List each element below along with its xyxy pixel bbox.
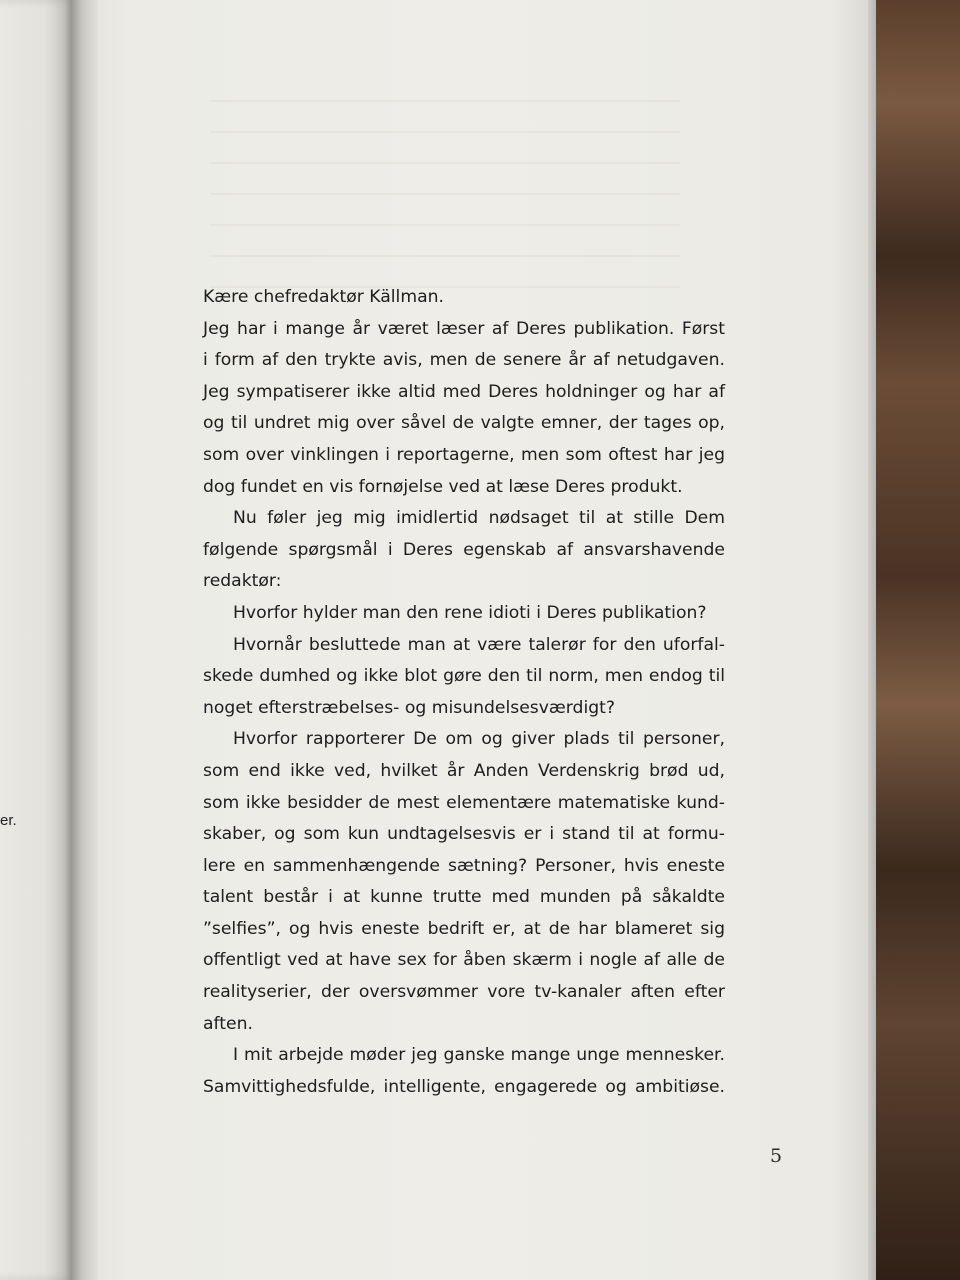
text-line: aften. [203,1013,253,1034]
text-line: Kære chefredaktør Källman. [203,287,444,307]
text-line: redaktør: [203,571,282,592]
text-line: I mit arbejde møder jeg ganske mange unge mennesker. [233,1045,725,1066]
letter-body [203,282,725,1103]
text-line: skaber, og som kun undtagelsesvis er i stand til at formu- [203,824,725,845]
text-line: følgende spørgsmål i Deres egenskab af ansvarshavende [203,539,725,560]
text-line: i form af den trykte avis, men de senere år af netudgaven. [203,350,725,371]
text-line: talent består i at kunne trutte med munden på såkaldte [203,887,725,908]
text-line: offentligt ved at have sex for åben skærm i nogle af alle de [203,950,725,971]
text-line: og til undret mig over såvel de valgte emner, der tages op, [203,413,725,434]
book-gutter [72,0,98,1280]
text-line: skede dumhed og ikke blot gøre den til norm, men endog til [203,666,725,687]
page-number: 5 [770,1145,783,1167]
text-line: som end ikke ved, hvilket år Anden Verdenskrig brød ud, [203,760,725,781]
text-line: Hvornår besluttede man at være talerør for den uforfal- [233,634,725,655]
show-through-text [210,100,680,300]
text-line: Hvorfor hylder man den rene idioti i Deres publikation? [233,602,707,623]
text-line: lere en sammenhængende sætning? Personer, hvis eneste [203,855,725,876]
text-line: Jeg sympatiserer ikke altid med Deres holdninger og har af [203,381,725,402]
text-line: Nu føler jeg mig imidlertid nødsaget til at stille Dem [233,508,725,529]
left-page [0,0,72,1280]
left-page-text-fragment: er. [0,812,17,829]
text-line: ”selfies”, og hvis eneste bedrift er, at de har blameret sig [203,918,725,939]
text-line: Samvittighedsfulde, intelligente, engagerede og ambitiøse. [203,1076,725,1097]
text-line: som over vinklingen i reportagerne, men som oftest har jeg [203,444,725,465]
text-line: som ikke besidder de mest elementære matematiske kund- [203,792,725,813]
text-line: Hvorfor rapporterer De om og giver plads til personer, [233,729,725,750]
text-line: Jeg har i mange år været læser af Deres publikation. Først [203,318,725,339]
text-line: noget efterstræbelses- og misundelsesværdigt? [203,697,616,718]
text-line: dog fundet en vis fornøjelse ved at læse Deres produkt. [203,476,683,497]
text-line: realityserier, der oversvømmer vore tv-kanaler aften efter [203,982,725,1003]
